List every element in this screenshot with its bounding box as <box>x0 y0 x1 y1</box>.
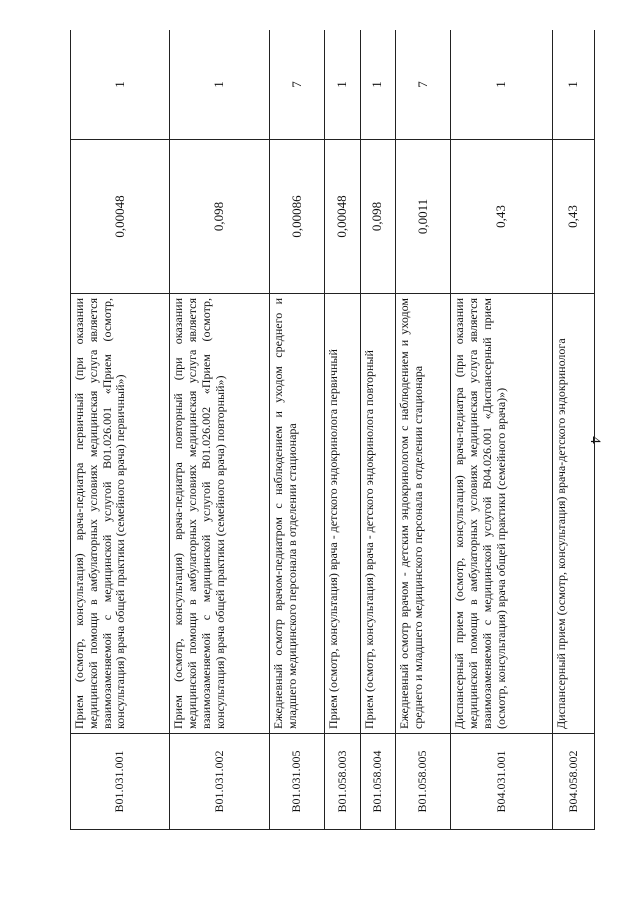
service-description: Прием (осмотр, консультация) врача-педиатра повторный (при оказании медицинской помощи в амбулаторных условиях медицинская услуга является взаимозаменяемой с медицинской услугой B01.026.002 «Прием (осмотр, консультация) врача общей практики (семейного врача) повторный») <box>170 294 269 734</box>
table-row <box>395 30 450 830</box>
service-code: B04.058.002 <box>552 734 594 830</box>
page-number: 4 <box>587 436 603 444</box>
frequency-value: 0,098 <box>170 140 269 294</box>
services-table <box>70 30 595 830</box>
services-table-wrapper <box>70 30 595 830</box>
table-row <box>170 30 269 830</box>
table-row <box>552 30 594 830</box>
services-table-rotated <box>70 30 595 830</box>
multiplicity-value: 1 <box>71 30 170 140</box>
service-description: Диспансерный прием (осмотр, консультация) врача-детского эндокринолога <box>552 294 594 734</box>
service-code: B01.031.001 <box>71 734 170 830</box>
frequency-value: 0,00086 <box>269 140 324 294</box>
multiplicity-value: 1 <box>360 30 395 140</box>
service-description: Прием (осмотр, консультация) врача-педиатра первичный (при оказании медицинской помощи в амбулаторных условиях медицинская услуга является взаимозаменяемой с медицинской услугой B01.026.001 «Прием (осмотр, консультация) врача общей практики (семейного врача) первичный») <box>71 294 170 734</box>
table-row <box>71 30 170 830</box>
service-code: B01.058.003 <box>325 734 360 830</box>
service-code: B01.058.005 <box>395 734 450 830</box>
frequency-value: 0,0011 <box>395 140 450 294</box>
table-row <box>325 30 360 830</box>
service-description: Прием (осмотр, консультация) врача - детского эндокринолога первичный <box>325 294 360 734</box>
frequency-value: 0,43 <box>451 140 553 294</box>
frequency-value: 0,00048 <box>71 140 170 294</box>
multiplicity-value: 1 <box>451 30 553 140</box>
service-code: B04.031.001 <box>451 734 553 830</box>
service-code: B01.058.004 <box>360 734 395 830</box>
service-description: Ежедневный осмотр врачом-педиатром с наблюдением и уходом среднего и младшего медицинского персонала в отделении стационара <box>269 294 324 734</box>
service-code: B01.031.002 <box>170 734 269 830</box>
service-description: Прием (осмотр, консультация) врача - детского эндокринолога повторный <box>360 294 395 734</box>
service-description: Ежедневный осмотр врачом - детским эндокринологом с наблюдением и уходом среднего и младшего медицинского персонала в отделении стационара <box>395 294 450 734</box>
service-description: Диспансерный прием (осмотр, консультация) врача-педиатра (при оказании медицинской помощи в амбулаторных условиях медицинская услуга является взаимозаменяемой с медицинской услугой B04.026.001 «Диспансерный прием (осмотр, консультация) врача общей практики (семейного врача)») <box>451 294 553 734</box>
table-row <box>360 30 395 830</box>
multiplicity-value: 7 <box>269 30 324 140</box>
frequency-value: 0,43 <box>552 140 594 294</box>
multiplicity-value: 7 <box>395 30 450 140</box>
frequency-value: 0,098 <box>360 140 395 294</box>
multiplicity-value: 1 <box>552 30 594 140</box>
multiplicity-value: 1 <box>170 30 269 140</box>
table-row <box>451 30 553 830</box>
multiplicity-value: 1 <box>325 30 360 140</box>
service-code: B01.031.005 <box>269 734 324 830</box>
table-row <box>269 30 324 830</box>
frequency-value: 0,00048 <box>325 140 360 294</box>
